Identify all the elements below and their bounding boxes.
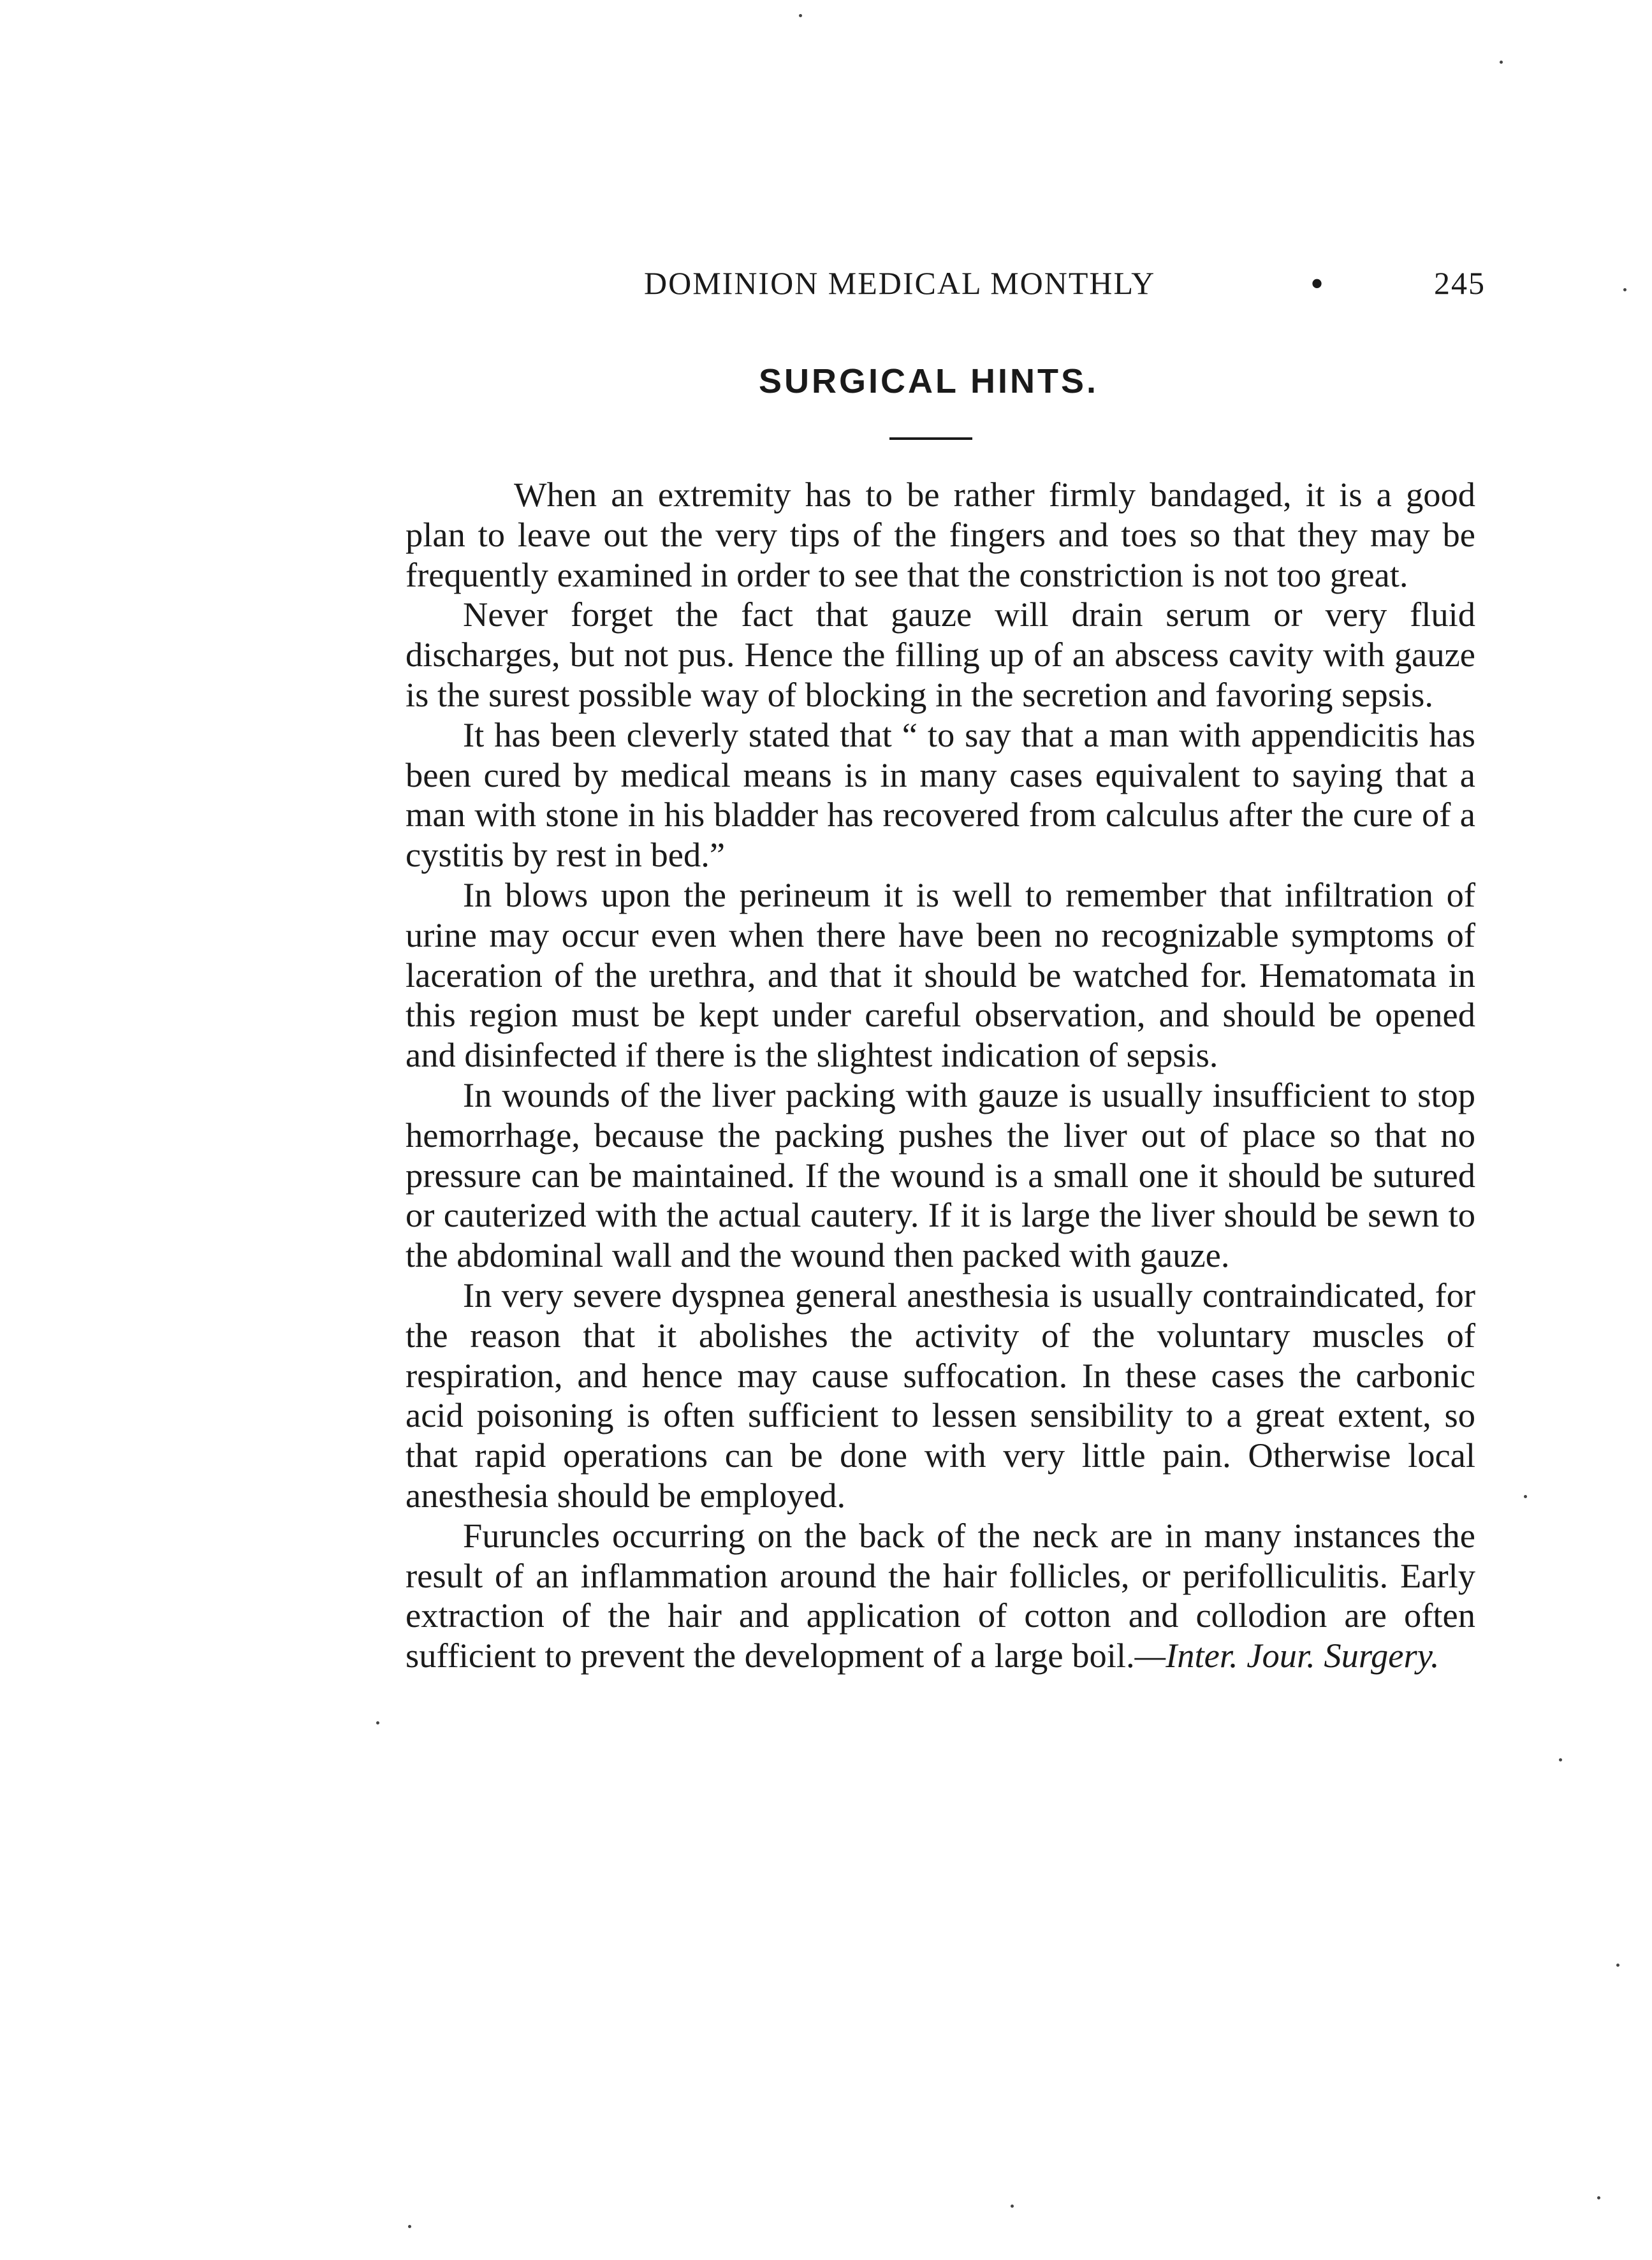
header-bullet: • [1310,263,1326,305]
page-number: 245 [1434,265,1486,301]
paragraph-1: When an extremity has to be rather firmly bandaged, it is a good plan to leave out the very tips of the fingers and toes so that they may be frequently examined in order to see that the constriction is not too great. [406,475,1475,594]
journal-title: DOMINION MEDICAL MONTHLY [644,265,1156,301]
paragraph-7 [406,1516,1475,1676]
source-citation: —Inter. Jour. Surgery. [1134,1636,1440,1675]
running-head [644,265,1486,309]
scan-speck [1597,2196,1600,2199]
title-rule [889,437,972,440]
scan-speck [1500,61,1503,64]
paragraph-7-text: Furuncles occurring on the back of the neck are in many instances the result of an inflammation around the hair follicles, or perifolliculitis. Early extraction of the hair and application of cotton and collodion are often sufficient to prevent the development of a large boil. [406,1515,1475,1675]
paragraph-4: In blows upon the perineum it is well to remember that infiltration of urine may occur even when there have been no recognizable symptoms of laceration of the urethra, and that it should be watched for. Hematomata in this region must be kept under careful observation, and should be opened and disinfected if there is the slightest indication of sepsis. [406,875,1475,1075]
scan-speck [799,14,802,17]
article-body [406,475,1475,1676]
scan-speck [1616,1964,1619,1967]
scan-speck [1524,1495,1527,1498]
scan-speck [1559,1758,1562,1761]
scan-speck [1011,2205,1014,2208]
scan-speck [408,2225,411,2228]
scan-speck [1623,288,1626,291]
paragraph-6: In very severe dyspnea general anesthesia is usually contraindicated, for the reason that it abolishes the activity of the voluntary muscles of respiration, and hence may cause suffocation. In these cases the carbonic acid poisoning is often sufficient to lessen sensibility to a great extent, so that rapid operations can be done with very little pain. Otherwise local anesthesia should be employed. [406,1275,1475,1515]
paragraph-5: In wounds of the liver packing with gauze is usually insufficient to stop hemorrhage, because the packing pushes the liver out of place so that no pressure can be maintained. If the wound is a small one it should be sutured or cauterized with the actual cautery. If it is large the liver should be sewn to the abdominal wall and the wound then packed with gauze. [406,1075,1475,1275]
paragraph-3: It has been cleverly stated that “ to say that a man with appendicitis has been cured by medical means is in many cases equivalent to saying that a man with stone in his bladder has recovered from calculus after the cure of a cystitis by rest in bed.” [406,715,1475,875]
scan-speck [376,1721,379,1724]
paragraph-2: Never forget the fact that gauze will drain serum or very fluid discharges, but not pus. Hence the filling up of an abscess cavity with gauze is the surest possible way of blocking in the secretion and favoring sepsis. [406,595,1475,714]
article-title: SURGICAL HINTS. [759,362,1099,400]
